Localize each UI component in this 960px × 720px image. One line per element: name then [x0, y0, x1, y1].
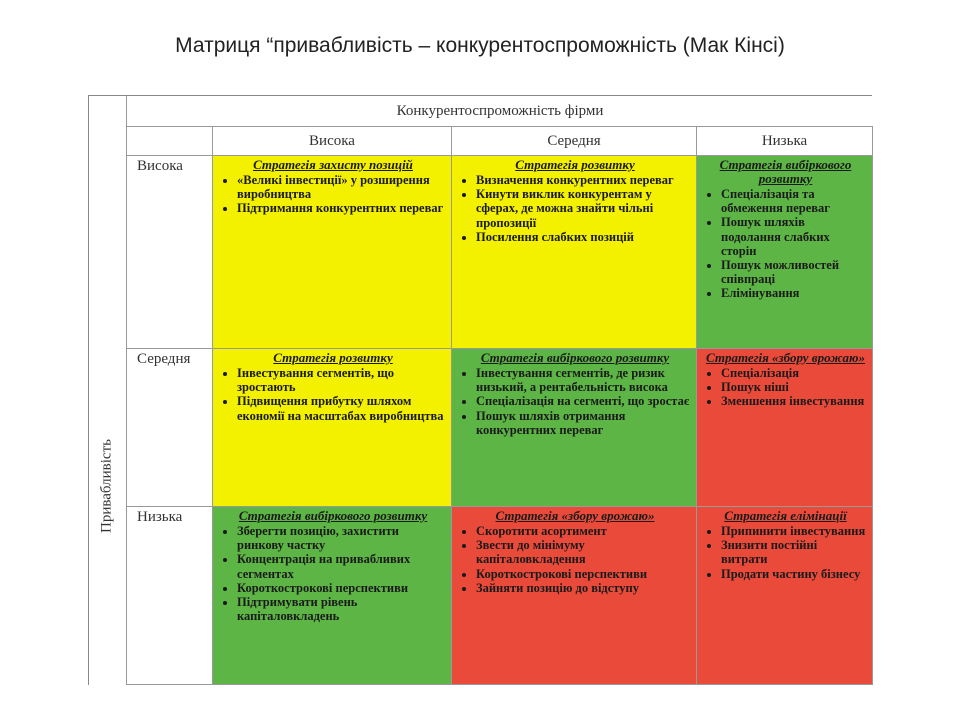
strategy-action-item: • Пошук шляхів отримання конкурентних переваг: [476, 409, 690, 437]
strategy-action-item: • Короткострокові перспективи: [237, 581, 445, 595]
strategy-action-item: • Елімінування: [721, 286, 866, 300]
strategy-action-item: • Пошук шляхів подолання слабких сторін: [721, 215, 866, 258]
strategy-actions: [705, 187, 866, 301]
strategy-action-item: • Спеціалізація: [721, 366, 866, 380]
strategy-actions: [460, 366, 690, 437]
strategy-action-item: • Підвищення прибутку шляхом економії на масштабах виробництва: [237, 394, 445, 422]
cell-attractiveness-medium-competitiveness-medium: [452, 349, 697, 507]
strategy-action-item: • Продати частину бізнесу: [721, 567, 866, 581]
row-header-medium: Середня: [127, 349, 213, 507]
cell-attractiveness-low-competitiveness-low: [697, 507, 873, 685]
strategy-title: Стратегія розвитку: [515, 157, 635, 172]
strategy-action-item: • Концентрація на привабливих сегментах: [237, 552, 445, 580]
strategy-action-item: • «Великі інвестиції» у розширення виробництва: [237, 173, 445, 201]
strategy-action-item: • Зберегти позицію, захистити ринкову частку: [237, 524, 445, 552]
strategy-actions: [705, 366, 866, 409]
strategy-title: Стратегія елімінації: [724, 508, 847, 523]
strategy-actions: [221, 366, 445, 423]
strategy-title: Стратегія захисту позицій: [253, 157, 413, 172]
strategy-title: Стратегія «збору врожаю»: [706, 350, 865, 365]
strategy-action-item: • Пошук можливостей співпраці: [721, 258, 866, 286]
cell-attractiveness-high-competitiveness-high: [213, 156, 452, 349]
strategy-action-item: • Короткострокові перспективи: [476, 567, 690, 581]
cell-attractiveness-high-competitiveness-low: [697, 156, 873, 349]
strategy-action-item: • Звести до мінімуму капіталовкладення: [476, 538, 690, 566]
strategy-action-item: • Кинути виклик конкурентам у сферах, де можна знайти чільні пропозиції: [476, 187, 690, 230]
strategy-actions: [221, 173, 445, 216]
strategy-action-item: • Скоротити асортимент: [476, 524, 690, 538]
strategy-action-item: • Підтримувати рівень капіталовкладень: [237, 595, 445, 623]
strategy-actions: [221, 524, 445, 623]
cell-attractiveness-low-competitiveness-medium: [452, 507, 697, 685]
strategy-action-item: • Пошук ніші: [721, 380, 866, 394]
strategy-action-item: • Знизити постійні витрати: [721, 538, 866, 566]
strategy-action-item: • Спеціалізація на сегменті, що зростає: [476, 394, 690, 408]
strategy-action-item: • Інвестування сегментів, що зростають: [237, 366, 445, 394]
row-header-low: Низька: [127, 507, 213, 685]
strategy-action-item: • Інвестування сегментів, де ризик низький, а рентабельність висока: [476, 366, 690, 394]
column-header-low: Низька: [697, 127, 873, 156]
strategy-action-item: • Зайняти позицію до відступу: [476, 581, 690, 595]
strategy-title: Стратегія вибіркового розвитку: [238, 508, 428, 523]
strategy-title: Стратегія «збору врожаю»: [495, 508, 655, 523]
strategy-action-item: • Підтримання конкурентних переваг: [237, 201, 445, 215]
slide-title: Матриця “привабливість – конкурентоспроможність (Мак Кінсі): [175, 34, 785, 57]
strategy-action-item: • Визначення конкурентних переваг: [476, 173, 690, 187]
strategy-title: Стратегія вибіркового розвитку: [719, 157, 852, 186]
corner-cell: [127, 127, 213, 156]
strategy-action-item: • Припинити інвестування: [721, 524, 866, 538]
strategy-action-item: • Зменшення інвестування: [721, 394, 866, 408]
axis-column: [89, 96, 127, 685]
strategy-matrix: [88, 95, 872, 685]
axis-label-attractiveness: Привабливість: [98, 439, 115, 533]
cell-attractiveness-low-competitiveness-high: [213, 507, 452, 685]
strategy-title: Стратегія розвитку: [273, 350, 393, 365]
strategy-actions: [705, 524, 866, 581]
column-header-medium: Середня: [452, 127, 697, 156]
strategy-actions: [460, 524, 690, 595]
strategy-action-item: • Посилення слабких позицій: [476, 230, 690, 244]
strategy-action-item: • Спеціалізація та обмеження переваг: [721, 187, 866, 215]
cell-attractiveness-medium-competitiveness-low: [697, 349, 873, 507]
axis-label-competitiveness: Конкурентоспроможність фірми: [127, 96, 873, 127]
cell-attractiveness-high-competitiveness-medium: [452, 156, 697, 349]
strategy-title: Стратегія вибіркового розвитку: [480, 350, 670, 365]
strategy-actions: [460, 173, 690, 244]
row-header-high: Висока: [127, 156, 213, 349]
column-header-high: Висока: [213, 127, 452, 156]
cell-attractiveness-medium-competitiveness-high: [213, 349, 452, 507]
